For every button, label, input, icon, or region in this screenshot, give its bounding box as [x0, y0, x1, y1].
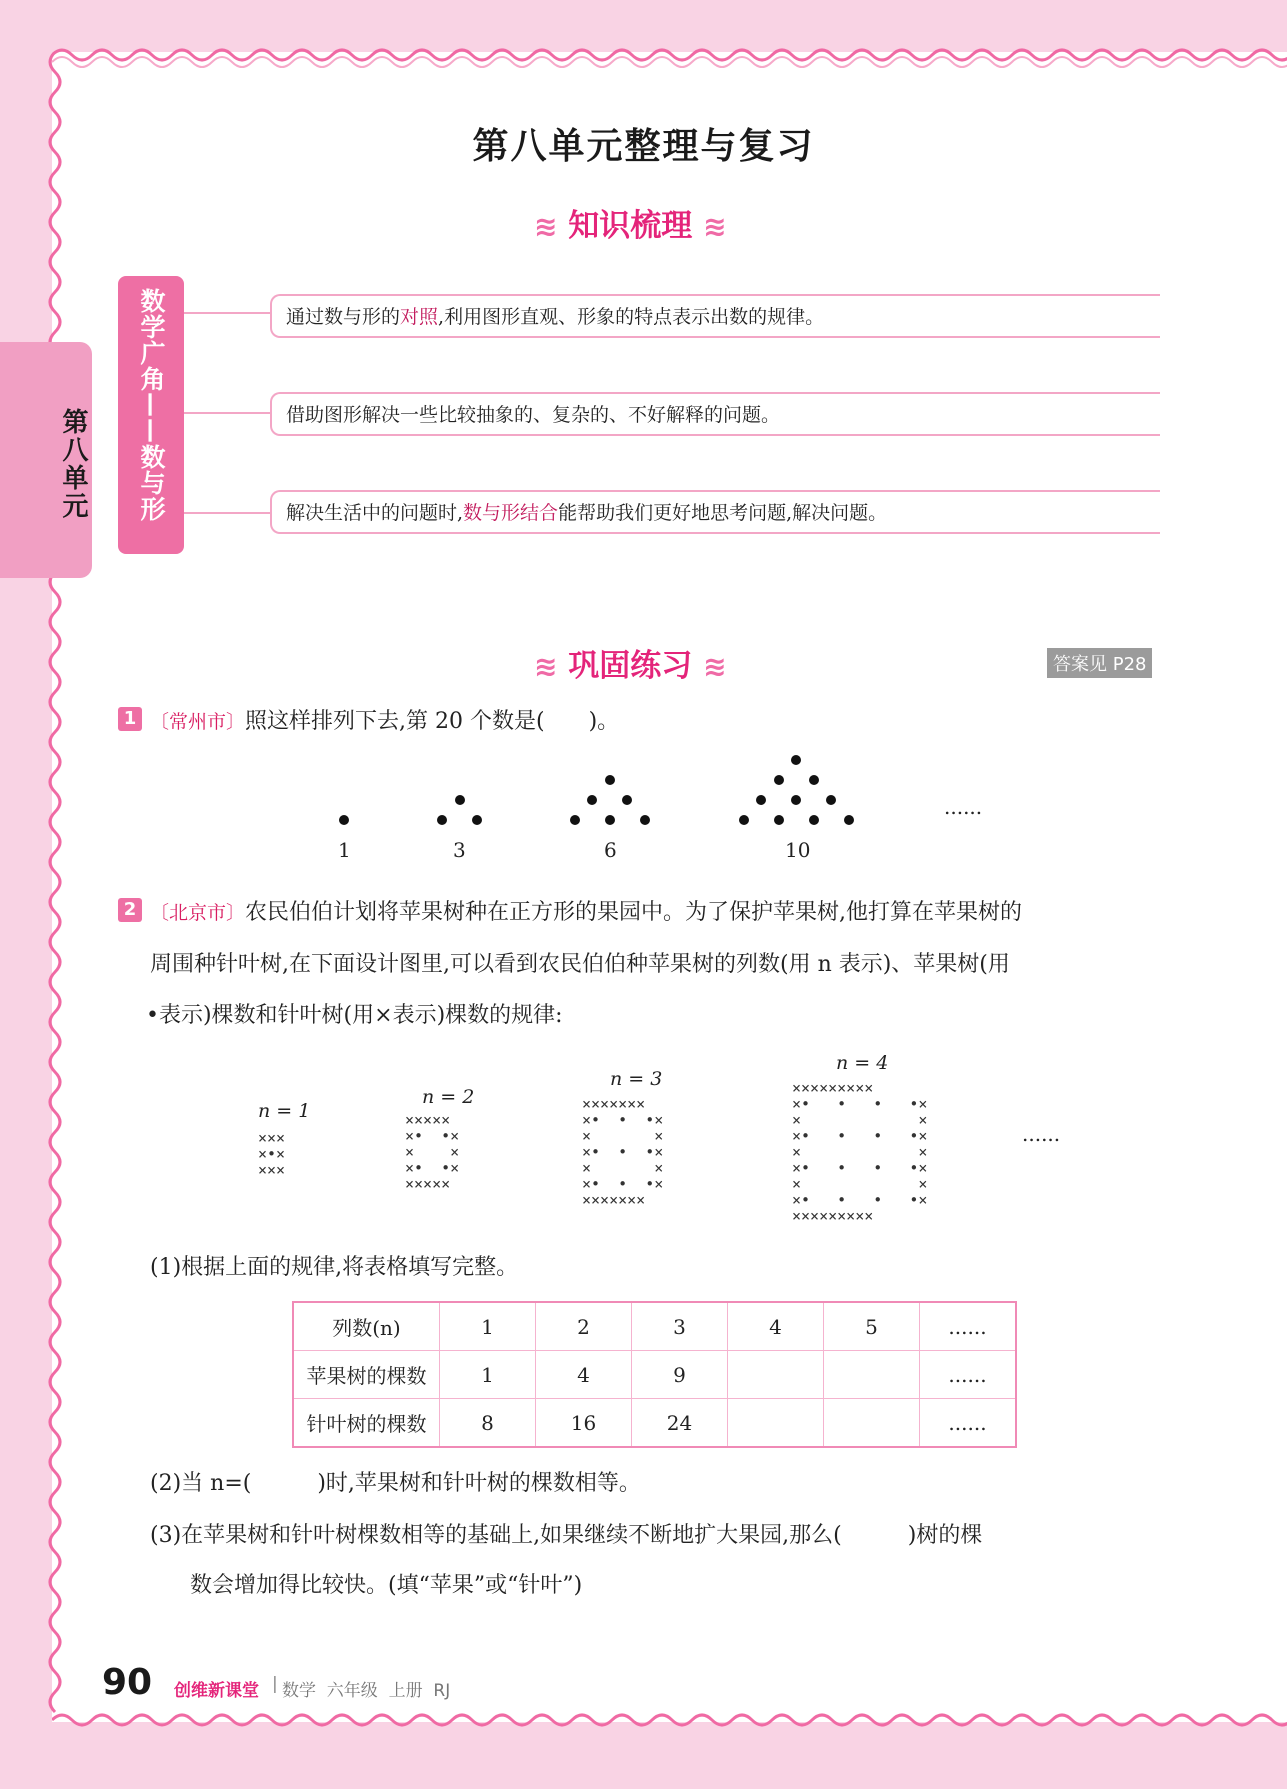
- dot: [826, 795, 836, 805]
- question-2-line: [150, 895, 1022, 926]
- wave-deco-icon: ≋: [534, 210, 558, 243]
- dot: [455, 795, 465, 805]
- knowledge-item-text: ,利用图形直观、形象的特点表示出数的规律。: [438, 306, 825, 328]
- wave-deco-icon: ≋: [703, 650, 727, 683]
- table-cell: 针叶树的棵数: [293, 1399, 440, 1448]
- unit-side-tab-label: 第八单元: [58, 408, 88, 520]
- n-label: n = 1: [258, 1100, 311, 1122]
- practice-heading-label: 巩固练习: [568, 648, 693, 684]
- table-cell: ......: [920, 1302, 1017, 1351]
- answer-cell[interactable]: [728, 1399, 824, 1448]
- dot: [605, 815, 615, 825]
- wave-deco-icon: ≋: [703, 210, 727, 243]
- ellipsis: ......: [1022, 1122, 1061, 1146]
- question-number: 2: [118, 898, 142, 922]
- sub-question-3-cont: 数会增加得比较快。(填“苹果”或“针叶”): [190, 1573, 583, 1598]
- ellipsis: ......: [944, 795, 983, 819]
- dot: [774, 775, 784, 785]
- triangle-dots-figure: [330, 750, 890, 830]
- sub-question-2: (2)当 n=( )时,苹果树和针叶树的棵数相等。: [150, 1471, 641, 1496]
- knowledge-item: [270, 490, 1160, 534]
- dot: [339, 815, 349, 825]
- topic-label: 数学广角——数与形: [137, 288, 166, 522]
- dot: [587, 795, 597, 805]
- grid-n4: ××××××××× ×• • • •× × × ×• • • •× × × ×• • • •× × × ×• • • •× ×××××××××: [792, 1079, 928, 1225]
- table-cell: 3: [632, 1302, 728, 1351]
- table-cell: ......: [920, 1399, 1017, 1448]
- question-1-text: [150, 704, 619, 735]
- knowledge-item-highlight: 数与形结合: [463, 502, 559, 524]
- dot: [791, 795, 801, 805]
- knowledge-heading: [534, 200, 727, 245]
- dot: [640, 815, 650, 825]
- footer-divider: |: [272, 1674, 278, 1694]
- wave-deco-icon: ≋: [534, 650, 558, 683]
- dots-label: 3: [453, 838, 466, 862]
- dots-label: 6: [604, 838, 617, 862]
- knowledge-item-text: 借助图形解决一些比较抽象的、复杂的、不好解释的问题。: [286, 404, 781, 426]
- practice-heading: [534, 640, 727, 685]
- dot: [774, 815, 784, 825]
- knowledge-item: [270, 392, 1160, 436]
- answer-cell[interactable]: [824, 1351, 920, 1399]
- question-source: 〔北京市〕: [150, 902, 246, 924]
- n-label: n = 3: [610, 1068, 663, 1090]
- data-table: [292, 1301, 1017, 1448]
- table-cell: 苹果树的棵数: [293, 1351, 440, 1399]
- grid-n1: ××× ×•× ×××: [258, 1129, 286, 1179]
- question-source: 〔常州市〕: [150, 711, 246, 733]
- dot: [756, 795, 766, 805]
- footer-brand: 创维新课堂: [174, 1681, 259, 1701]
- table-cell: 列数(n): [293, 1302, 440, 1351]
- connector-line: [184, 412, 270, 414]
- table-cell: 1: [440, 1302, 536, 1351]
- sub-question-1: (1)根据上面的规律,将表格填写完整。: [150, 1255, 519, 1280]
- knowledge-item: [270, 294, 1160, 338]
- question-1-prompt: 照这样排列下去,第 20 个数是( )。: [245, 709, 620, 734]
- knowledge-item-highlight: 对照: [400, 306, 439, 328]
- table-cell: 5: [824, 1302, 920, 1351]
- dots-label: 1: [338, 838, 351, 862]
- answer-reference-badge: 答案见 P28: [1047, 648, 1152, 678]
- table-cell: 8: [440, 1399, 536, 1448]
- answer-cell[interactable]: [824, 1399, 920, 1448]
- dot: [570, 815, 580, 825]
- grid-n2: ××××× ×• •× × × ×• •× ×××××: [405, 1111, 460, 1193]
- table-row: [293, 1302, 1016, 1351]
- question-2-text: 农民伯伯计划将苹果树种在正方形的果园中。为了保护苹果树,他打算在苹果树的: [245, 900, 1023, 925]
- dot: [791, 755, 801, 765]
- table-cell: 1: [440, 1351, 536, 1399]
- answer-cell[interactable]: [728, 1351, 824, 1399]
- table-cell: 2: [536, 1302, 632, 1351]
- left-wave-border: [40, 52, 70, 1722]
- table-cell: 9: [632, 1351, 728, 1399]
- table-row: [293, 1351, 1016, 1399]
- footer-info: 数学 六年级 上册 RJ: [282, 1681, 451, 1701]
- top-wave-border: [52, 40, 1287, 70]
- dot: [472, 815, 482, 825]
- knowledge-heading-label: 知识梳理: [568, 208, 693, 244]
- dot: [809, 775, 819, 785]
- connector-line: [184, 312, 270, 314]
- dot: [809, 815, 819, 825]
- page-number: 90: [102, 1662, 153, 1703]
- knowledge-item-text: 通过数与形的: [286, 306, 401, 328]
- table-cell: 4: [536, 1351, 632, 1399]
- question-number: 1: [118, 707, 142, 731]
- dot: [605, 775, 615, 785]
- knowledge-item-text: 能帮助我们更好地思考问题,解决问题。: [558, 502, 888, 524]
- n-label: n = 2: [422, 1086, 475, 1108]
- table-cell: 16: [536, 1399, 632, 1448]
- n-label: n = 4: [836, 1052, 889, 1074]
- connector-line: [184, 512, 270, 514]
- table-cell: ......: [920, 1351, 1017, 1399]
- question-2-line: 周围种针叶树,在下面设计图里,可以看到农民伯伯种苹果树的列数(用 n 表示)、苹果树(用: [150, 952, 1010, 977]
- dots-label: 10: [785, 838, 811, 862]
- dot: [844, 815, 854, 825]
- dot: [739, 815, 749, 825]
- table-cell: 24: [632, 1399, 728, 1448]
- sub-question-3: (3)在苹果树和针叶树棵数相等的基础上,如果继续不断地扩大果园,那么( )树的棵: [150, 1523, 983, 1548]
- table-cell: 4: [728, 1302, 824, 1351]
- bottom-wave-border: [52, 1708, 1287, 1738]
- dot: [437, 815, 447, 825]
- dot: [622, 795, 632, 805]
- grid-n3: ××××××× ×• • •× × × ×• • •× × × ×• • •× ×××××××: [582, 1095, 664, 1209]
- knowledge-item-text: 解决生活中的问题时,: [286, 502, 464, 524]
- page-title: 第八单元整理与复习: [472, 126, 815, 167]
- table-row: [293, 1399, 1016, 1448]
- question-2-line: •表示)棵数和针叶树(用×表示)棵数的规律:: [146, 1003, 563, 1028]
